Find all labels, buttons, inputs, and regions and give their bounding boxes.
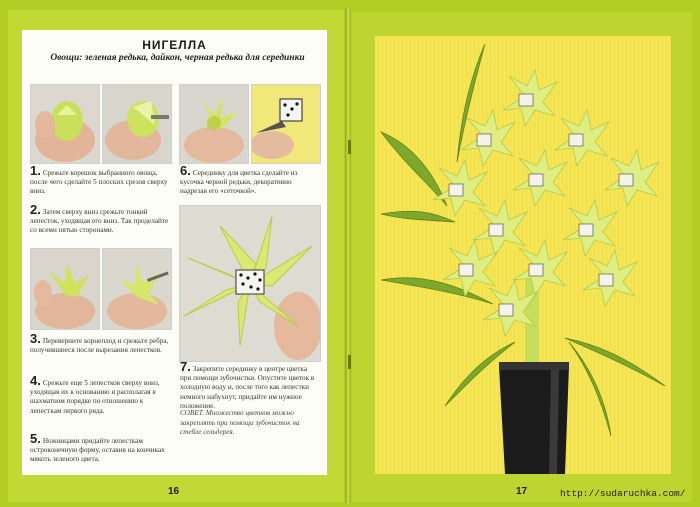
step-1 <box>30 163 170 197</box>
step-5 <box>30 431 170 465</box>
recipe-subtitle: Овощи: зеленая редька, дайкон, черная редька для серединки <box>50 53 305 63</box>
step-text: Серединку для цветка сделайте из кусочка черной редьки, декоративно надрезав его «сеточкой». <box>180 169 298 196</box>
step-3 <box>30 331 170 355</box>
step-4 <box>30 373 170 416</box>
step-number: 4. <box>30 373 41 388</box>
page-number-right: 17 <box>516 486 528 497</box>
step-number: 6. <box>180 163 191 178</box>
page-number-left: 16 <box>168 486 180 497</box>
step-number: 1. <box>30 163 41 178</box>
step-photo-2 <box>102 84 172 164</box>
recipe-title: НИГЕЛЛА <box>142 38 207 52</box>
step-number: 3. <box>30 331 41 346</box>
step-number: 2. <box>30 202 41 217</box>
step-photo-3 <box>179 84 249 164</box>
step-text: Ножницами придайте лепесткам остроконечную форму, оставив на кончиках мякоть зеленого цвета. <box>30 437 165 464</box>
step-photo-4 <box>251 84 321 164</box>
step-2 <box>30 202 170 236</box>
tip-note: СОВЕТ. Множество цветков можно закреплять при помощи зубочисток на стебле сельдерея. <box>180 409 300 436</box>
step-number: 7. <box>180 359 191 374</box>
step-text: Затем сверху вниз срежьте тонкий лепесток, уходящая его вниз. Так проделайте со всеми пятью сторонами. <box>30 208 169 235</box>
step-6 <box>180 163 320 197</box>
step-text: Закрепите серединку в центре цветка при помощи зубочистки. Опустите цветок в холодную воду и, после того как лепестки немного набухнут, придайте им нужное положение. <box>180 365 315 410</box>
step-text: Срежьте корешок выбранного овоща, после чего сделайте 5 плоских срезов сверху вниз. <box>30 169 168 196</box>
step-photo-6 <box>102 248 172 330</box>
book-fold <box>345 8 351 503</box>
website-watermark: http://sudaruchka.com/ <box>560 488 686 499</box>
step-text: Переверните корнеплод и срежьте ребра, получившиеся после вырезания лепестков. <box>30 337 169 355</box>
flower-arrangement-photo <box>375 36 671 474</box>
staple <box>348 355 351 369</box>
step-text: Срежьте еще 5 лепестков сверху вниз, уходящая их к основанию и располагая в шахматном порядке по отношению к лепесткам первого ряда. <box>30 379 160 415</box>
step-photo-large-flower <box>179 205 321 362</box>
step-number: 5. <box>30 431 41 446</box>
step-photo-1 <box>30 84 100 164</box>
step-photo-5 <box>30 248 100 330</box>
staple <box>348 140 351 154</box>
step-7 <box>180 359 320 411</box>
